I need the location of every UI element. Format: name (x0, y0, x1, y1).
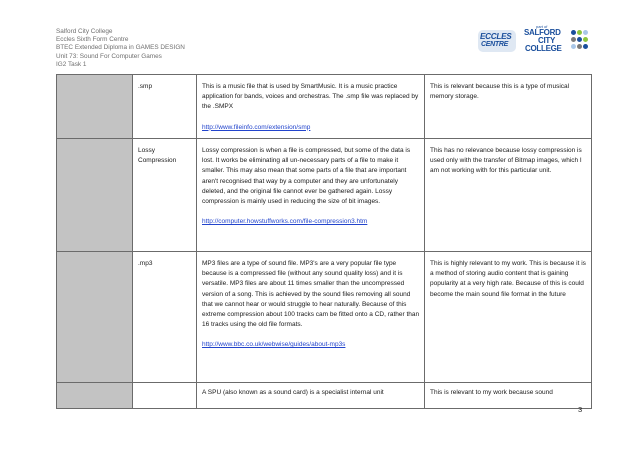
logo-dot (583, 30, 588, 35)
shaded-cell (57, 383, 133, 409)
description-cell (197, 75, 425, 139)
logo-dot (571, 30, 576, 35)
eccles-logo-line1: ECCLES (480, 32, 512, 41)
source-link[interactable]: http://www.bbc.co.uk/webwise/guides/about-mp3s (202, 341, 346, 349)
relevance-text: This is relevant to my work because sound (430, 389, 553, 396)
logo-dot (583, 37, 588, 42)
table-row (57, 383, 592, 409)
shaded-cell (57, 252, 133, 383)
description-text: MP3 files are a type of sound file. MP3's are a very popular file type because is a compressed file (without any sound quality loss) and it is versatile. MP3 files are about 11 times smaller than the uncompressed version of a song. This is achieved by the sound files removing all sound that we cannot hear or would struggle to hear naturally. Because of this extreme compression about 100 tracks cam be fitted onto a CD, rather than 16 tracks using the old file formats. (202, 260, 420, 329)
salford-city-college-logo (522, 24, 596, 58)
eccles-logo-line2: CENTRE (481, 41, 508, 48)
salford-logo-line1: SALFORD (524, 28, 561, 37)
salford-logo-line3: COLLEGE (525, 44, 562, 53)
header-line-task: IG2 Task 1 (56, 60, 87, 68)
term-cell: Lossy Compression (133, 139, 197, 252)
salford-logo-tagline: part of (536, 24, 548, 29)
salford-logo-line2: CITY (538, 36, 556, 45)
relevance-text: This is relevant because this is a type of musical memory storage. (430, 83, 570, 101)
document-header (56, 28, 185, 69)
header-line-college: Salford City College (56, 28, 113, 35)
description-text: This is a music file that is used by SmartMusic. It is a music practice application for bands, voices and orchestras. The .smp file was replaced by the .SMPX (202, 83, 419, 111)
relevance-cell (425, 383, 592, 409)
shaded-cell (57, 75, 133, 139)
table-row (57, 139, 592, 252)
logo-dot (571, 44, 576, 49)
eccles-centre-logo (476, 28, 518, 54)
term-cell: .smp (133, 75, 197, 139)
description-cell (197, 252, 425, 383)
header-line-course: BTEC Extended Diploma in GAMES DESIGN (56, 44, 185, 52)
source-link[interactable]: http://computer.howstuffworks.com/file-compression3.htm (202, 218, 368, 226)
table-row (57, 252, 592, 383)
term-cell: .mp3 (133, 252, 197, 383)
description-cell (197, 139, 425, 252)
relevance-cell (425, 252, 592, 383)
logo-dot (571, 37, 576, 42)
page-number: 3 (578, 405, 583, 414)
relevance-cell (425, 139, 592, 252)
research-table (56, 74, 592, 409)
logo-dot (577, 37, 582, 42)
source-link[interactable]: http://www.fileinfo.com/extension/smp (202, 123, 311, 131)
logo-dot (583, 44, 588, 49)
relevance-text: This has no relevance because lossy compression is used only with the transfer of Bitmap images, which I am not working with for this particular unit. (430, 147, 582, 175)
term-cell (133, 383, 197, 409)
table-row (57, 75, 592, 139)
description-cell (197, 383, 425, 409)
description-text: A SPU (also known as a sound card) is a specialist internal unit (202, 389, 384, 396)
logo-dot (577, 44, 582, 49)
logo-dot (577, 30, 582, 35)
relevance-text: This is highly relevant to my work. This is because it is a method of storing audio content that is gaining popularity at a very high rate. Because of this is could become the main sound file format in the future (430, 260, 586, 298)
salford-logo-dots-icon (571, 30, 595, 54)
logo-area (476, 24, 596, 58)
relevance-cell (425, 75, 592, 139)
shaded-cell (57, 139, 133, 252)
description-text: Lossy compression is when a file is compressed, but some of the data is lost. It works be eliminating all un-necessary parts of a file to make it smaller. This may also mean that some parts of a file that are important aren't recognised that way by a computer and they are unfortunately deleted, and the original file cannot ever be gathered again. Lossy compression is mainly used in reducing the size of bit images. (202, 147, 411, 206)
header-line-unit: Unit 73: Sound For Computer Games (56, 52, 162, 60)
header-line-centre: Eccles Sixth Form Centre (56, 36, 129, 44)
